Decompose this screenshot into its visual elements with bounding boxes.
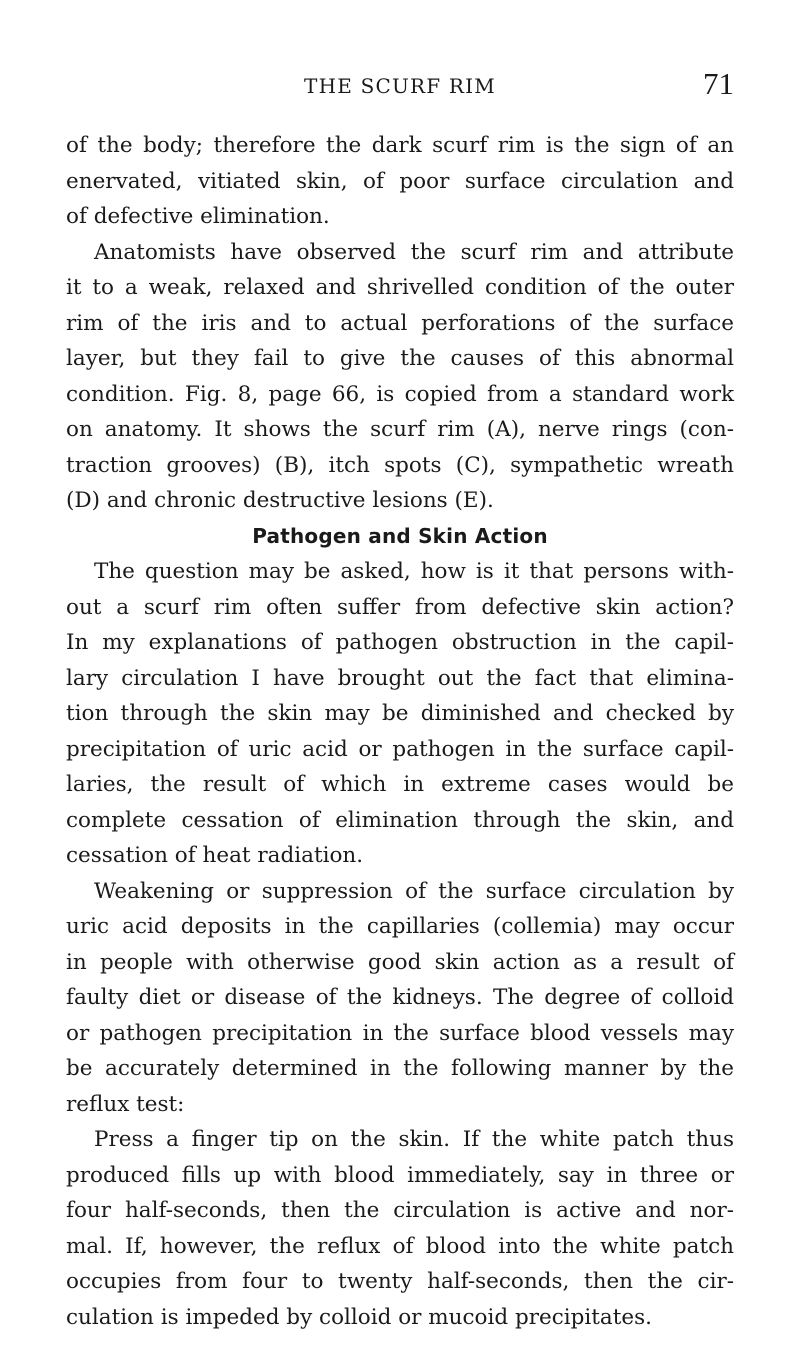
text-line: of the body; therefore the dark scurf rim is the sign of an xyxy=(66,133,734,158)
text-line: laries, the result of which in extreme cases would be xyxy=(66,772,734,797)
text-line: The question may be asked, how is it that persons with- xyxy=(94,559,734,584)
text-line: on anatomy. It shows the scurf rim (A), nerve rings (con- xyxy=(66,417,734,442)
text-line: Weakening or suppression of the surface circulation by xyxy=(94,878,734,904)
running-head: THE SCURF RIM xyxy=(304,74,496,98)
text-line: of defective elimination. xyxy=(66,204,330,229)
text-line: traction grooves) (B), itch spots (C), sympathetic wreath xyxy=(66,452,734,478)
text-line: mal. If, however, the reflux of blood into the white patch xyxy=(66,1233,734,1259)
text-line: faulty diet or disease of the kidneys. The degree of colloid xyxy=(66,985,734,1010)
body-text xyxy=(66,128,734,1335)
text-line: be accurately determined in the following manner by the xyxy=(66,1056,734,1081)
text-line: uric acid deposits in the capillaries (collemia) may occur xyxy=(66,914,734,939)
text-line: cessation of heat radiation. xyxy=(66,843,364,868)
page-number: 71 xyxy=(703,66,734,101)
text-line: layer, but they fail to give the causes of this abnormal xyxy=(66,346,734,371)
text-line: produced fills up with blood immediately, say in three or xyxy=(66,1162,734,1188)
text-line: out a scurf rim often suffer from defective skin action? xyxy=(66,594,734,620)
text-line: lary circulation I have brought out the fact that elimina- xyxy=(66,665,734,691)
text-line: condition. Fig. 8, page 66, is copied from a standard work xyxy=(66,381,734,407)
text-line: tion through the skin may be diminished and checked by xyxy=(66,701,734,726)
text-line: rim of the iris and to actual perforations of the surface xyxy=(66,310,734,336)
text-line: Press a finger tip on the skin. If the white patch thus xyxy=(94,1127,734,1152)
text-line: Anatomists have observed the scurf rim and attribute xyxy=(94,239,734,265)
text-line: In my explanations of pathogen obstruction in the capil- xyxy=(66,630,734,655)
text-line: culation is impeded by colloid or mucoid precipitates. xyxy=(66,1304,652,1330)
text-line: complete cessation of elimination through the skin, and xyxy=(66,807,734,833)
text-line: (D) and chronic destructive lesions (E). xyxy=(66,488,494,513)
text-line: occupies from four to twenty half-seconds, then the cir- xyxy=(66,1269,734,1294)
page-header xyxy=(66,68,734,108)
text-line: in people with otherwise good skin action as a result of xyxy=(66,949,734,975)
text-line: it to a weak, relaxed and shrivelled condition of the outer xyxy=(66,275,734,300)
text-line: four half-seconds, then the circulation is active and nor- xyxy=(66,1198,734,1223)
text-line: or pathogen precipitation in the surface blood vessels may xyxy=(66,1020,734,1046)
text-line: precipitation of uric acid or pathogen in the surface capil- xyxy=(66,736,734,762)
text-line: enervated, vitiated skin, of poor surface circulation and xyxy=(66,168,734,194)
text-line: reflux test: xyxy=(66,1091,185,1117)
section-heading: Pathogen and Skin Action xyxy=(252,523,548,548)
